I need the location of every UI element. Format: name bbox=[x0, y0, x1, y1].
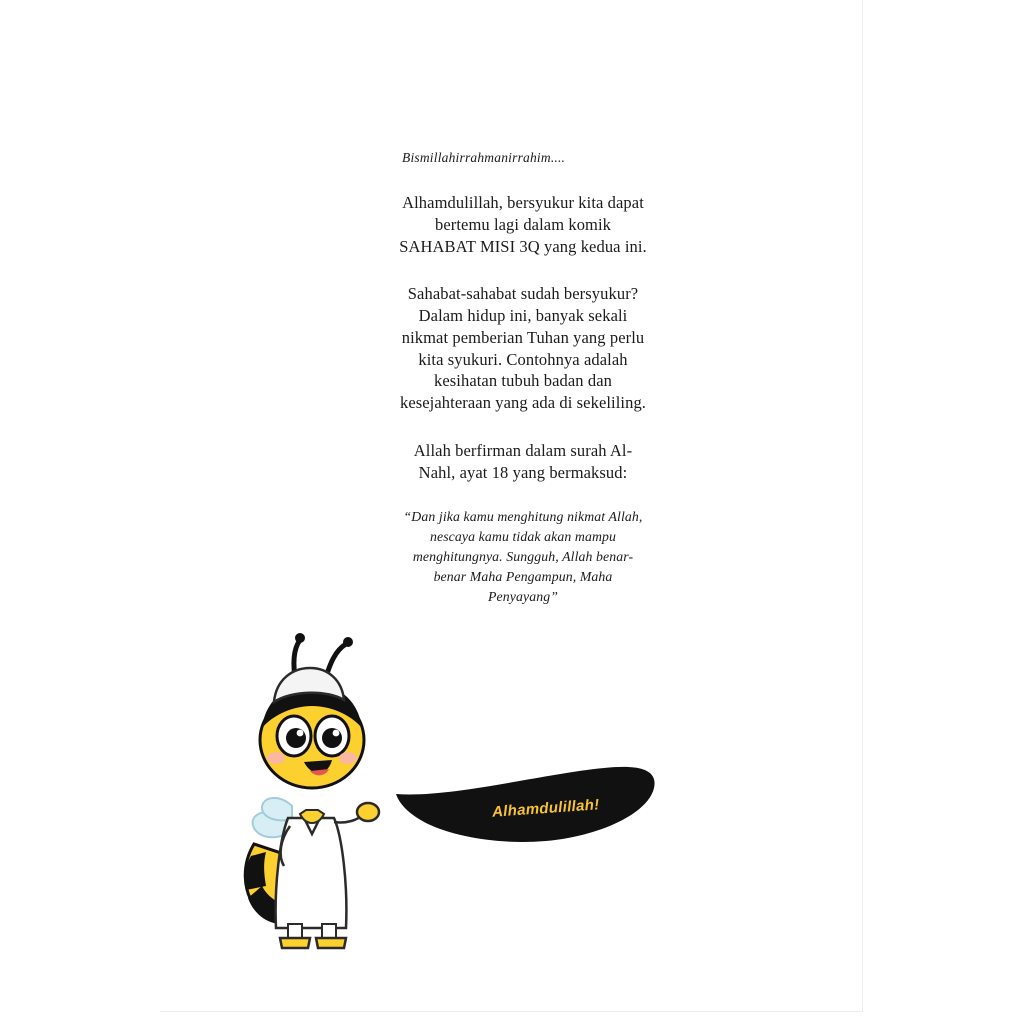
speech-bubble bbox=[392, 762, 660, 848]
bee-head bbox=[260, 668, 364, 788]
bismillah-line: Bismillahirrahmanirrahim.... bbox=[402, 150, 566, 165]
sandal-right bbox=[316, 938, 346, 948]
ayat-intro-paragraph: Allah berfirman dalam surah Al-Nahl, ayat 18 yang bermaksud: bbox=[413, 440, 633, 482]
bee-character-illustration bbox=[218, 628, 418, 968]
antenna-tip-right bbox=[343, 637, 353, 647]
page-edge-right bbox=[862, 0, 863, 1012]
speech-bubble-text: Alhamdulillah! bbox=[491, 796, 601, 821]
page-edge-bottom bbox=[160, 1011, 863, 1012]
antenna-tip-left bbox=[295, 633, 305, 643]
intro-paragraph: Alhamdulillah, bersyukur kita dapat bertemu lagi dalam komik SAHABAT MISI 3Q yang kedua ini. bbox=[399, 193, 647, 256]
body-paragraph: Sahabat-sahabat sudah bersyukur? Dalam hidup ini, banyak sekali nikmat pemberian Tuhan yang perlu kita syukuri. Contohnya adalah kesihatan tubuh badan dan kesejahteraan yang ada di sekeliling. bbox=[399, 284, 647, 413]
bee-hand bbox=[357, 803, 379, 821]
quran-quote: “Dan jika kamu menghitung nikmat Allah, nescaya kamu tidak akan mampu menghitungnya. Sungguh, Allah benar-benar Maha Pengampun, Maha Penyayang” bbox=[403, 509, 643, 605]
sandal-left bbox=[280, 938, 310, 948]
page-text-column bbox=[398, 150, 648, 629]
